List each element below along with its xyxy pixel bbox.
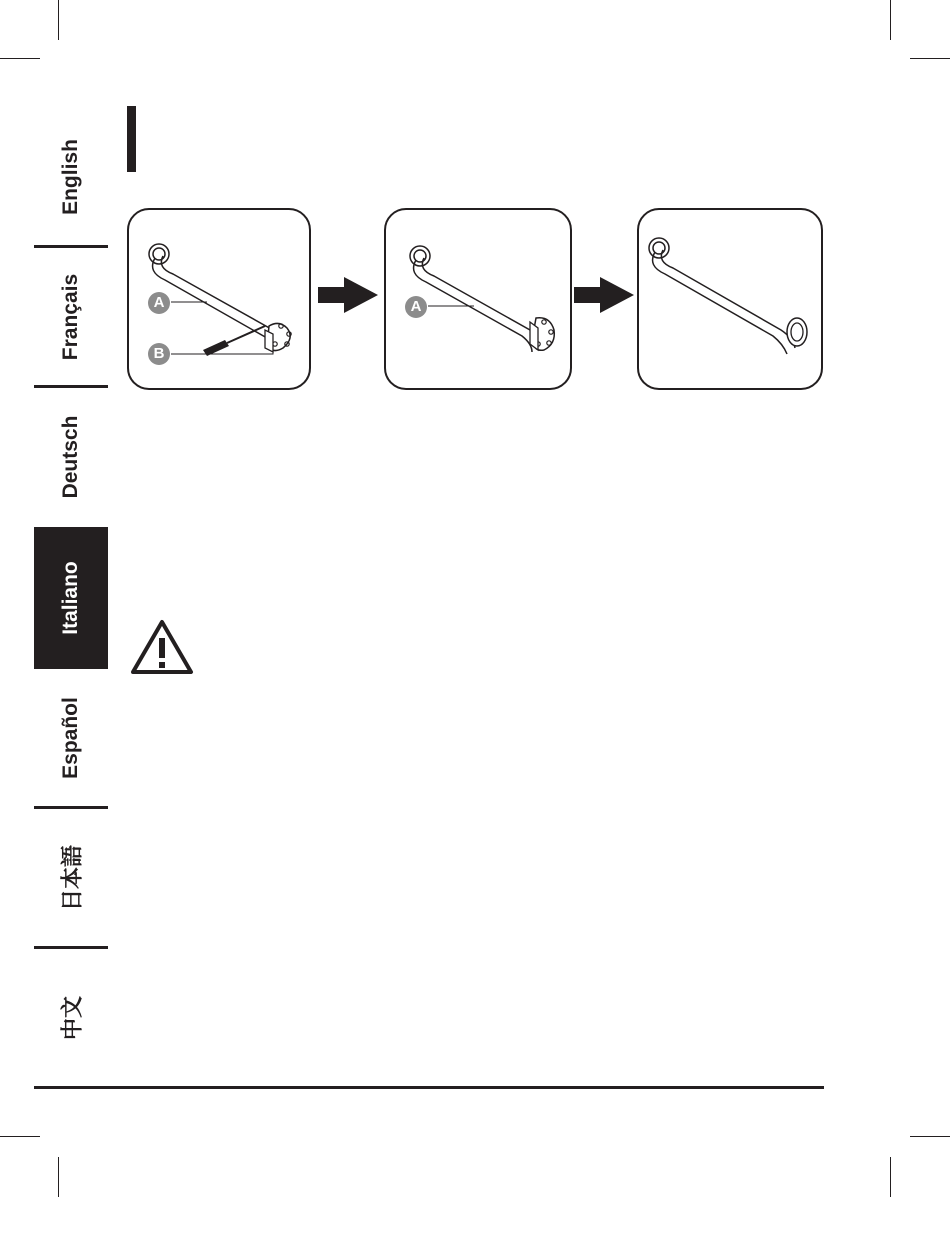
- tab-english-label: English: [59, 138, 82, 215]
- tab-deutsch-label: Deutsch: [59, 415, 82, 499]
- tab-chinese-label: 中文: [59, 995, 85, 1040]
- tab-deutsch[interactable]: [34, 388, 108, 526]
- crop-mark: [890, 1157, 891, 1197]
- callout-b: B: [148, 343, 170, 365]
- crop-mark: [0, 58, 40, 59]
- step-2-panel: [384, 208, 572, 390]
- tab-italiano-label: Italiano: [59, 561, 82, 635]
- crop-mark: [890, 0, 891, 40]
- step-3-panel: [637, 208, 823, 390]
- callout-a: A: [148, 292, 170, 314]
- tab-english[interactable]: [34, 108, 108, 245]
- footer-rule: [34, 1086, 824, 1089]
- step-3-illustration: [639, 210, 825, 392]
- tab-espanol-label: Español: [59, 696, 82, 779]
- crop-mark: [910, 58, 950, 59]
- crop-mark: [0, 1136, 40, 1137]
- screwdriver-icon: [203, 326, 265, 356]
- tab-japanese-label: 日本語: [59, 844, 85, 911]
- crop-mark: [910, 1136, 950, 1137]
- tab-francais-label: Français: [59, 273, 82, 360]
- step-1-panel: [127, 208, 311, 390]
- arrow-right-icon: [318, 277, 378, 313]
- tab-francais[interactable]: [34, 248, 108, 385]
- crop-mark: [58, 0, 59, 40]
- tab-espanol[interactable]: [34, 669, 108, 806]
- warning-triangle-icon: [129, 618, 195, 676]
- tab-chinese[interactable]: [34, 949, 108, 1086]
- crop-mark: [58, 1157, 59, 1197]
- section-marker-bar: [127, 106, 136, 172]
- tab-japanese[interactable]: [34, 809, 108, 946]
- arrow-right-icon: [574, 277, 634, 313]
- tab-italiano[interactable]: [34, 527, 108, 669]
- callout-a: A: [405, 296, 427, 318]
